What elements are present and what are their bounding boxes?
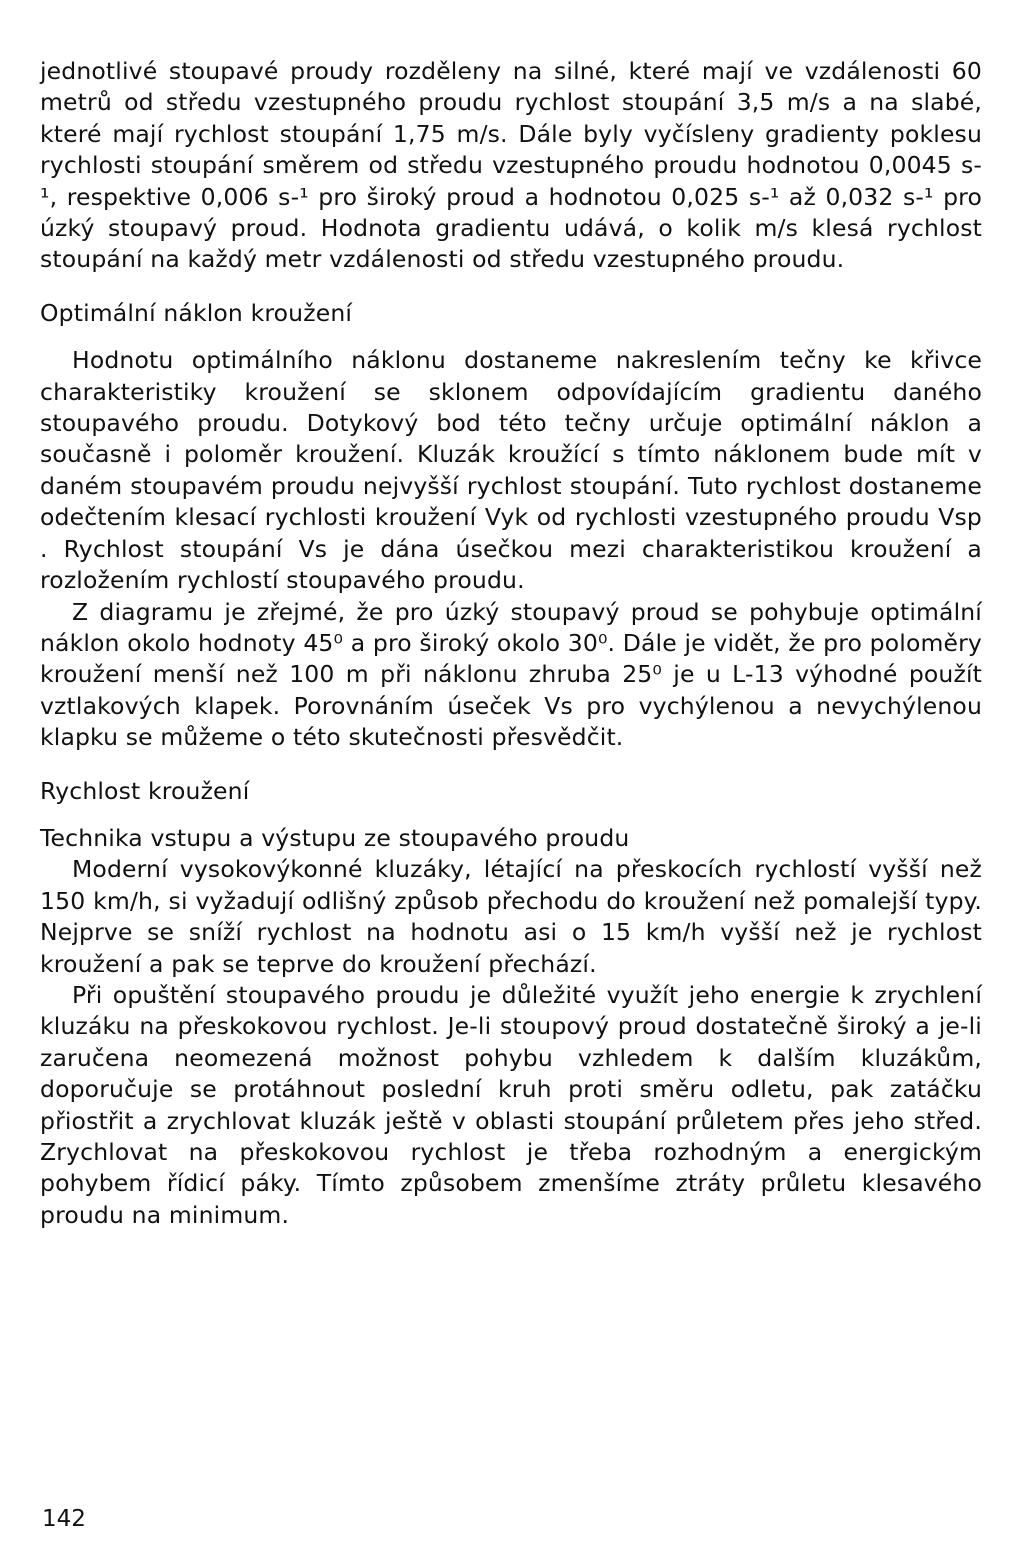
page-number: 142	[42, 1506, 86, 1532]
page-body	[40, 56, 982, 1231]
heading-entry-exit-technique: Technika vstupu a výstupu ze stoupavého proudu	[40, 823, 630, 852]
heading-optimal-bank: Optimální náklon kroužení	[40, 298, 353, 327]
paragraph-optimal-bank: Hodnotu optimálního náklonu dostaneme nakreslením tečny ke křivce charakteristiky kroužení se sklonem odpovídajícím gradientu daného stoupavého proudu. Dotykový bod této tečny určuje optimální náklon a současně i poloměr kroužení. Kluzák kroužící s tímto náklonem bude mít v daném stoupavém proudu nejvyšší rychlost stoupání. Tuto rychlost dostaneme odečtením klesací rychlosti kroužení Vyk od rychlosti vzestupného proudu Vsp . Rychlost stoupání Vs je dána úsečkou mezi charakteristikou kroužení a rozložením rychlostí stoupavého proudu.	[40, 346, 982, 595]
spacer	[40, 807, 982, 823]
spacer	[40, 329, 982, 345]
paragraph-exit: Při opuštění stoupavého proudu je důležité využít jeho energie k zrychlení kluzáku na přeskokovou rychlost. Je-li stoupový proud dostatečně široký a je-li zaručena neomezená možnost pohybu vzhledem k dalším kluzákům, doporučuje se protáhnout poslední kruh proti směru odletu, pak zatáčku přiostřit a zrychlovat kluzák ještě v oblasti stoupání průletem přes jeho střed. Zrychlovat na přeskokovou rychlost je třeba rozhodným a energickým pohybem řídicí páky. Tímto způsobem zmenšíme ztráty průletu klesavého proudu na minimum.	[40, 980, 982, 1229]
spacer	[40, 276, 982, 298]
heading-circling-speed: Rychlost kroužení	[40, 776, 250, 805]
spacer	[40, 754, 982, 776]
paragraph-entry: Moderní vysokovýkonné kluzáky, létající na přeskocích rychlostí vyšší než 150 km/h, si vyžadují odlišný způsob přechodu do kroužení než pomalejší typy. Nejprve se sníží rychlost na hodnotu asi o 15 km/h vyšší než je rychlost kroužení a pak se teprve do kroužení přechází.	[40, 855, 982, 978]
paragraph-diagram: Z diagramu je zřejmé, že pro úzký stoupavý proud se pohybuje optimální náklon okolo hodnoty 45⁰ a pro široký okolo 30⁰. Dále je vidět, že pro poloměry kroužení menší než 100 m při náklonu zhruba 25⁰ je u L-13 výhodné použít vztlakových klapek. Porovnáním úseček Vs pro vychýlenou a nevychýlenou klapku se můžeme o této skutečnosti přesvědčit.	[40, 597, 982, 752]
paragraph-gradients: jednotlivé stoupavé proudy rozděleny na silné, které mají ve vzdálenosti 60 metrů od středu vzestupného proudu rychlost stoupání 3,5 m/s a na slabé, které mají rychlost stoupání 1,75 m/s. Dále byly vyčísleny gradienty poklesu rychlosti stoupání směrem od středu vzestupného proudu hodnotou 0,0045 s-¹, respektive 0,006 s-¹ pro široký proud a hodnotou 0,025 s-¹ až 0,032 s-¹ pro úzký stoupavý proud. Hodnota gradientu udává, o kolik m/s klesá rychlost stoupání na každý metr vzdálenosti od středu vzestupného proudu.	[40, 57, 982, 274]
